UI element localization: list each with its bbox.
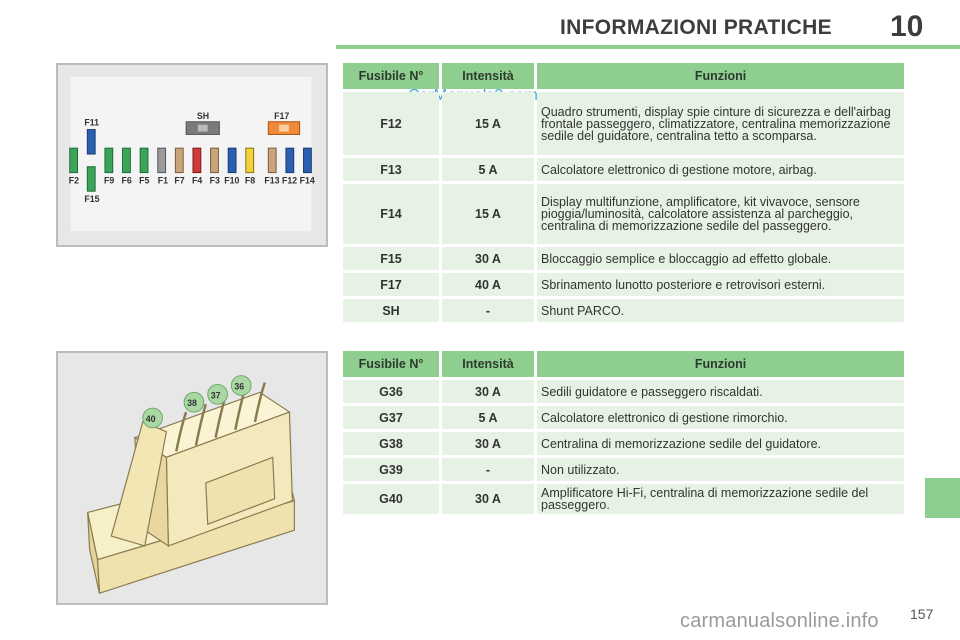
- label-f15: F15: [84, 193, 100, 204]
- callout-37-text: 37: [210, 390, 221, 401]
- label-f17: F17: [274, 110, 290, 121]
- cell-func: Sbrinamento lunotto posteriore e retrovisori esterni.: [537, 273, 904, 296]
- label-f5: F5: [139, 175, 150, 186]
- fuse-layout-figure: [56, 63, 328, 247]
- header-func: Funzioni: [537, 351, 904, 377]
- fuse-f17-window: [279, 125, 289, 132]
- fuse-f4: [193, 148, 201, 172]
- callout-37: [208, 384, 228, 404]
- fuse-sh-window: [198, 125, 208, 132]
- cell-fuse: SH: [343, 299, 439, 322]
- label-f13: F13: [264, 175, 280, 186]
- table-row: [343, 299, 904, 322]
- cell-amp: 15 A: [442, 184, 534, 244]
- label-f12: F12: [282, 175, 298, 186]
- fuse-f14: [304, 148, 312, 172]
- cell-amp: 5 A: [442, 158, 534, 181]
- table-row: [343, 458, 904, 481]
- cell-func: Calcolatore elettronico di gestione rimorchio.: [537, 406, 904, 429]
- header-func: Funzioni: [537, 63, 904, 89]
- cell-func: Bloccaggio semplice e bloccaggio ad effetto globale.: [537, 247, 904, 270]
- table-row: [343, 247, 904, 270]
- cell-amp: 30 A: [442, 380, 534, 403]
- label-f10: F10: [224, 175, 240, 186]
- cell-fuse: G39: [343, 458, 439, 481]
- fuse-f10: [228, 148, 236, 172]
- cell-fuse: G38: [343, 432, 439, 455]
- cell-func: Shunt PARCO.: [537, 299, 904, 322]
- cell-fuse: G40: [343, 484, 439, 514]
- table-row: [343, 432, 904, 455]
- callout-38-text: 38: [187, 398, 197, 409]
- cell-fuse: F17: [343, 273, 439, 296]
- header-fuse: Fusibile N°: [343, 351, 439, 377]
- fuse-f6: [123, 148, 131, 172]
- table-header: [343, 63, 904, 89]
- fuse-f7: [175, 148, 183, 172]
- page-number: 157: [910, 606, 934, 622]
- watermark-bottom: carmanualsonline.info: [680, 610, 879, 632]
- cell-amp: -: [442, 458, 534, 481]
- cell-fuse: F15: [343, 247, 439, 270]
- cell-amp: 30 A: [442, 432, 534, 455]
- label-f2: F2: [68, 175, 80, 186]
- cell-func: Amplificatore Hi-Fi, centralina di memorizzazione sedile del passeggero.: [537, 484, 904, 514]
- label-f9: F9: [103, 175, 115, 186]
- cell-amp: 30 A: [442, 484, 534, 514]
- fuse-f1: [158, 148, 166, 172]
- fuse-f11: [87, 130, 95, 154]
- cell-func: Quadro strumenti, display spie cinture di sicurezza e dell'airbag frontale passeggero, climatizzatore, centralina memorizzazione sedile del guidatore, centralina tetto a scomparsa.: [537, 92, 904, 155]
- cell-func: Non utilizzato.: [537, 458, 904, 481]
- header-fuse: Fusibile N°: [343, 63, 439, 89]
- cell-func: Calcolatore elettronico di gestione motore, airbag.: [537, 158, 904, 181]
- fuse-f5: [140, 148, 148, 172]
- cell-fuse: F12: [343, 92, 439, 155]
- label-sh: SH: [196, 110, 210, 121]
- table-row: [343, 184, 904, 244]
- fuse-f13: [268, 148, 276, 172]
- table-row: [343, 273, 904, 296]
- chapter-side-tab: [925, 478, 960, 518]
- fuse-f8: [246, 148, 254, 172]
- header-amp: Intensità: [442, 63, 534, 89]
- callout-36: [231, 376, 251, 396]
- fuse-f9: [105, 148, 113, 172]
- label-f6: F6: [121, 175, 132, 186]
- page-title: INFORMAZIONI PRATICHE: [560, 16, 832, 39]
- cell-fuse: G37: [343, 406, 439, 429]
- fuse-layout-diagram: [58, 65, 326, 245]
- callout-38: [184, 392, 204, 412]
- fuse-table-2: [343, 351, 904, 517]
- fuse-f2: [70, 148, 78, 172]
- table-row: [343, 92, 904, 155]
- fuse-f3: [211, 148, 219, 172]
- label-f1: F1: [157, 175, 169, 186]
- label-f11: F11: [84, 117, 100, 128]
- cell-func: Sedili guidatore e passeggero riscaldati.: [537, 380, 904, 403]
- fuse-table-1: [343, 63, 904, 325]
- chapter-number: 10: [890, 10, 924, 43]
- fuse-holder-diagram: [58, 353, 326, 603]
- cell-fuse: F13: [343, 158, 439, 181]
- table-header: [343, 351, 904, 377]
- callout-40-text: 40: [145, 413, 156, 424]
- header-rule: [336, 45, 960, 49]
- cell-amp: 15 A: [442, 92, 534, 155]
- cell-fuse: F14: [343, 184, 439, 244]
- fuse-f12: [286, 148, 294, 172]
- label-f14: F14: [299, 175, 315, 186]
- cell-amp: 30 A: [442, 247, 534, 270]
- cell-func: Centralina di memorizzazione sedile del guidatore.: [537, 432, 904, 455]
- table-row: [343, 158, 904, 181]
- table-row: [343, 406, 904, 429]
- cell-fuse: G36: [343, 380, 439, 403]
- fuse-holder-figure: [56, 351, 328, 605]
- label-f4: F4: [191, 175, 203, 186]
- cell-amp: 5 A: [442, 406, 534, 429]
- callout-40: [143, 408, 163, 428]
- fuse-f15: [87, 167, 95, 191]
- label-f3: F3: [209, 175, 220, 186]
- label-f8: F8: [244, 175, 256, 186]
- cell-func: Display multifunzione, amplificatore, kit vivavoce, sensore pioggia/luminosità, calcolatore assistenza al parcheggio, centralina di memorizzazione sedile del passeggero.: [537, 184, 904, 244]
- callout-36-text: 36: [234, 381, 245, 392]
- cell-amp: -: [442, 299, 534, 322]
- table-row: [343, 484, 904, 514]
- table-row: [343, 380, 904, 403]
- label-f7: F7: [174, 175, 185, 186]
- cell-amp: 40 A: [442, 273, 534, 296]
- header-amp: Intensità: [442, 351, 534, 377]
